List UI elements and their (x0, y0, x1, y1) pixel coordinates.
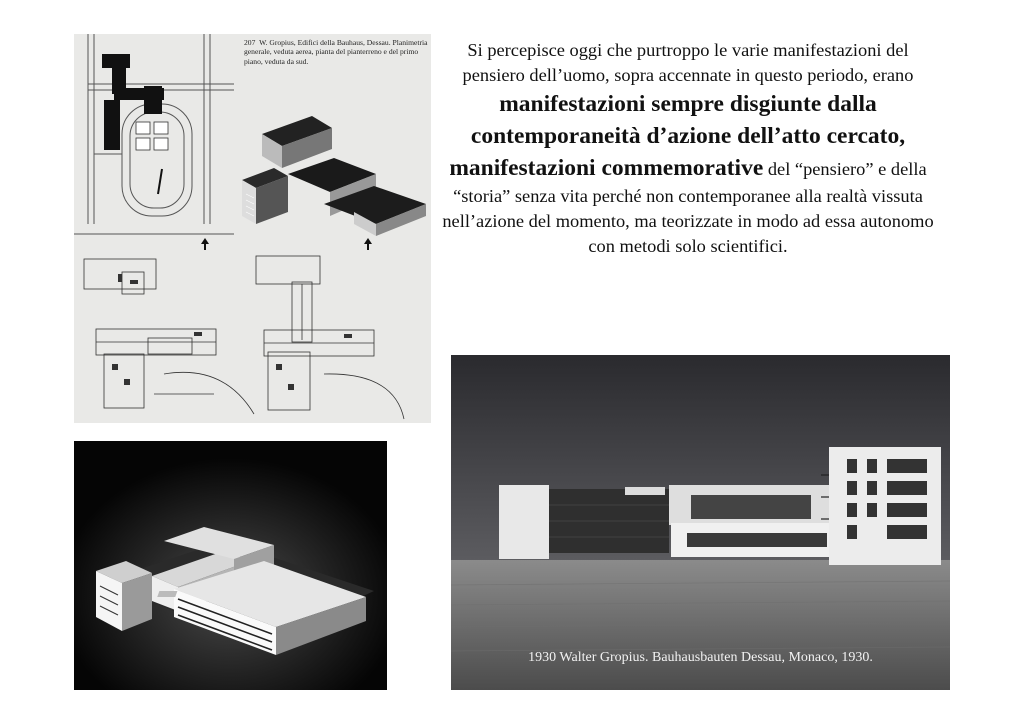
bauhaus-plan-image (74, 34, 431, 423)
building-photo-drawing (451, 355, 950, 690)
plan-caption-text: W. Gropius, Edifici della Bauhaus, Dessau. Planimetria generale, veduta aerea, pianta del pianterreno e del primo piano, veduta da sud. (244, 38, 428, 66)
paragraph-emphasis: manifestazioni sempre disgiunte dalla contemporaneità d’azione dell’atto cercato, manifestazioni commemorative (449, 91, 906, 181)
model-drawing (74, 441, 387, 690)
bauhaus-model-image (74, 441, 387, 690)
bauhaus-building-photo (451, 355, 950, 690)
plan-figure-number: 207 (244, 38, 256, 47)
paragraph-end: del “pensiero” e della “storia” senza vita perché non contemporanee alla realtà vissuta nell’azione del momento, ma teorizzate in modo ad essa autonomo con metodi solo scientifici. (442, 159, 934, 256)
plan-drawing (74, 34, 431, 423)
photo-caption: 1930 Walter Gropius. Bauhausbauten Dessau, Monaco, 1930. (528, 650, 873, 665)
paragraph-intro: Si percepisce oggi che purtroppo le varie manifestazioni del pensiero dell’uomo, sopra accennate in questo periodo, erano (462, 40, 914, 85)
essay-paragraph (436, 38, 940, 259)
plan-caption (244, 38, 428, 66)
